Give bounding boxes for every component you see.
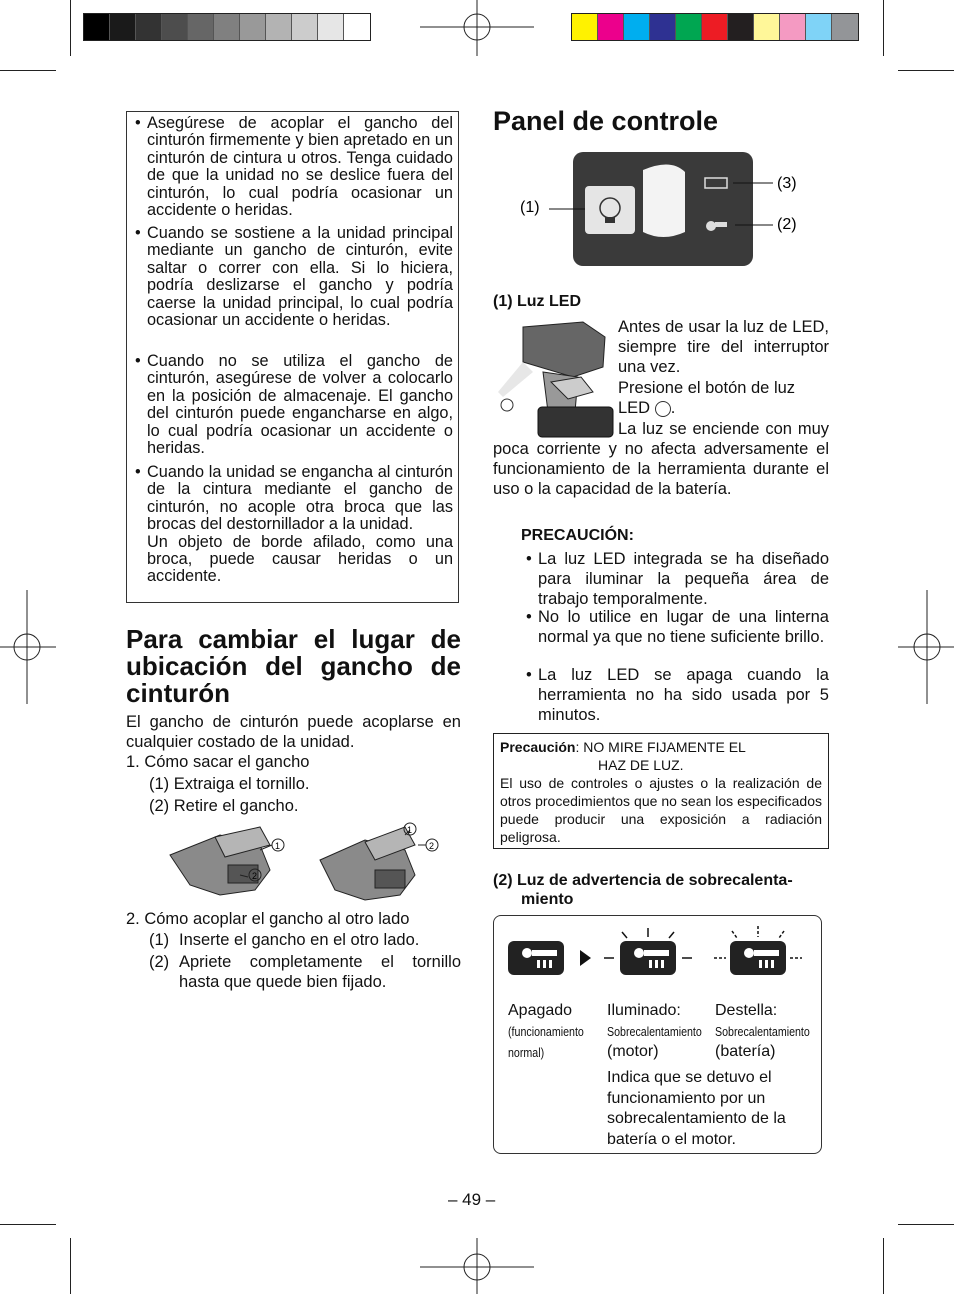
led-instruction-2: Presione el botón de luz LED . [618,379,796,417]
led-instruction-3: La luz se enciende con muy poca corriente y no afecta adversamente el funcionamiento de la herramienta durante el uso o la capacidad de la batería. [493,420,829,498]
callout-2b: 2 [429,841,435,851]
step-2a-num: (1) [149,931,170,949]
precaucion-item-2: • No lo utilice en lugar de una linterna normal ya que no tiene suficiente brillo. [526,608,829,646]
led-button-icon [655,401,671,417]
step-2b: Apriete completamente el tornillo hasta que quede bien fijado. [179,953,461,991]
precaucion-title: PRECAUCIÓN: [521,527,634,544]
state-flash-detail-1: Sobrecalentamiento [715,1024,810,1039]
overheat-explanation: Indica que se detuvo el funcionamiento por un sobrecalentamiento de la batería o el motor. [607,1069,786,1148]
callout-1b: 1 [407,825,413,835]
panel-label-1: (1) [520,199,540,216]
warning-bullet-2: • Cuando se sostiene a la unidad principal mediante un gancho de cinturón, evite saltar o correr con ella. Si lo hiciera, podría deslizarse el gancho y podría caerse la unidad principal, lo cual podría ocasionar un accidente o heridas. [135,224,453,330]
step-2-title: 2. Cómo acoplar el gancho al otro lado [126,910,410,928]
state-off-detail-2: normal) [508,1045,545,1060]
warning-bullet-3: • Cuando no se utiliza el gancho de cinturón, asegúrese de volver a colocarlo en la posición de almacenaje. El gancho del cinturón puede engancharse en algo, lo cual podría ocasionar un accidente o heridas. [135,352,453,458]
state-flash-detail-2: (batería) [715,1043,776,1060]
step-2b-num: (2) [149,953,170,971]
panel-label-3: (3) [777,175,797,192]
warning-bullet-1: • Asegúrese de acoplar el gancho del cinturón firmemente y bien apretado en un cinturón de cintura u otros. Tenga cuidado de que la unidad no se deslice fuera del cinturón, lo cual podría ocasionar un accidente o heridas. [135,114,453,220]
overheat-indicator-icons [494,916,820,986]
panel-label-2: (2) [777,216,797,233]
state-lit-detail-1: Sobrecalentamiento [607,1024,702,1039]
control-panel-illustration [493,150,829,270]
led-instruction-1: Antes de usar la luz de LED, siempre tire del interruptor una vez. [618,318,829,376]
warning-bullet-4: • Cuando la unidad se engancha al cinturón de la cintura mediante el gancho de cinturón, no acople otra broca que las brocas del destornillador a la unidad. Un objeto de borde afilado, como una broca, puede causar heridas o un accidente. [135,463,453,586]
step-1a: (1) Extraiga el tornillo. [149,775,310,793]
state-off-name: Apagado [508,1002,573,1019]
state-flash-name: Destella: [715,1002,778,1019]
callout-1: 1 [275,841,281,851]
led-light-title: (1) Luz LED [493,293,581,310]
belt-hook-removal-illustration [160,815,450,910]
overheat-title-2: miento [521,891,574,908]
step-2a: Inserte el gancho en el otro lado. [179,931,420,949]
callout-2: 2 [252,871,258,881]
laser-caution-box: Precaución: NO MIRE FIJAMENTE EL HAZ DE LUZ. El uso de controles o ajustes o la realización de otros procedimientos que no sean los especificados puede producir una exposición a radiación peligrosa. [493,733,829,849]
state-lit-detail-2: (motor) [607,1043,659,1060]
step-1b: (2) Retire el gancho. [149,797,299,815]
section-heading-control-panel: Panel de controle [493,106,719,136]
state-off-detail-1: (funcionamiento [508,1024,584,1039]
page-number: – 49 – [448,1190,496,1209]
overheat-title-1: (2) Luz de advertencia de sobrecalenta- [493,872,793,889]
belt-hook-warning-box [126,111,459,603]
state-lit-name: Iluminado: [607,1002,681,1019]
section-heading-belt-hook: Para cambiar el lugar de ubicación del gancho de cinturón [126,624,461,708]
belt-hook-intro: El gancho de cinturón puede acoplarse en cualquier costado de la unidad. [126,713,461,751]
step-1-title: 1. Cómo sacar el gancho [126,753,310,771]
precaucion-item-1: • La luz LED integrada se ha diseñado para iluminar la pequeña área de trabajo temporalmente. [526,550,829,608]
overheat-states-box [493,915,822,1154]
precaucion-item-3: • La luz LED se apaga cuando la herramienta no ha sido usada por 5 minutos. [526,666,829,724]
